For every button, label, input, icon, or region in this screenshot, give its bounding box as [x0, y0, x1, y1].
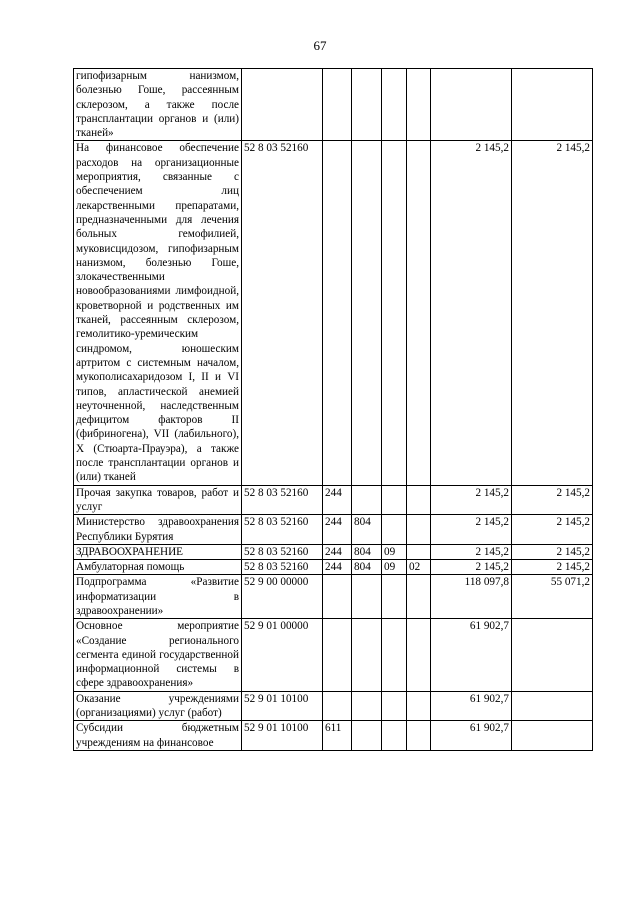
- cell-section: [382, 721, 407, 751]
- cell-admin-code: [352, 485, 382, 515]
- cell-sum-year1: 2 145,2: [431, 141, 512, 485]
- cell-sum-year1: 2 145,2: [431, 485, 512, 515]
- cell-expense-type: [323, 575, 352, 619]
- cell-subsection: [407, 544, 431, 559]
- cell-name: гипофизарным нанизмом, болезнью Гоше, рассеянным склерозом, а также после трансплантации органов и (или) тканей»: [74, 69, 242, 141]
- table-row: [74, 69, 593, 141]
- cell-sum-year1: 61 902,7: [431, 691, 512, 721]
- cell-target-article: 52 9 01 10100: [242, 721, 323, 751]
- cell-name: Прочая закупка товаров, работ и услуг: [74, 485, 242, 515]
- cell-sum-year2: 2 145,2: [512, 485, 593, 515]
- table-row: [74, 141, 593, 485]
- cell-subsection: [407, 141, 431, 485]
- cell-admin-code: [352, 141, 382, 485]
- table-row: [74, 575, 593, 619]
- cell-admin-code: [352, 575, 382, 619]
- cell-sum-year1: 2 145,2: [431, 544, 512, 559]
- cell-target-article: 52 8 03 52160: [242, 485, 323, 515]
- cell-target-article: 52 8 03 52160: [242, 141, 323, 485]
- cell-section: [382, 69, 407, 141]
- cell-expense-type: 611: [323, 721, 352, 751]
- cell-name: Подпрограмма «Развитие информатизации в здравоохранении»: [74, 575, 242, 619]
- cell-admin-code: [352, 69, 382, 141]
- cell-section: 09: [382, 560, 407, 575]
- budget-table: [73, 68, 593, 751]
- cell-section: [382, 619, 407, 691]
- table-row: [74, 485, 593, 515]
- cell-subsection: [407, 575, 431, 619]
- cell-target-article: 52 9 01 10100: [242, 691, 323, 721]
- cell-section: [382, 575, 407, 619]
- cell-expense-type: [323, 619, 352, 691]
- cell-admin-code: 804: [352, 515, 382, 545]
- table-body: [74, 69, 593, 751]
- cell-section: [382, 515, 407, 545]
- cell-target-article: 52 8 03 52160: [242, 560, 323, 575]
- table-row: [74, 619, 593, 691]
- cell-subsection: [407, 721, 431, 751]
- cell-target-article: 52 8 03 52160: [242, 544, 323, 559]
- cell-expense-type: [323, 141, 352, 485]
- cell-sum-year2: 2 145,2: [512, 141, 593, 485]
- cell-subsection: [407, 485, 431, 515]
- cell-name: Основное мероприятие «Создание регионального сегмента единой государственной информационной системы в сфере здравоохранения»: [74, 619, 242, 691]
- cell-sum-year2: [512, 721, 593, 751]
- cell-section: [382, 141, 407, 485]
- cell-sum-year2: [512, 691, 593, 721]
- cell-sum-year2: 55 071,2: [512, 575, 593, 619]
- cell-target-article: 52 8 03 52160: [242, 515, 323, 545]
- cell-name: Амбулаторная помощь: [74, 560, 242, 575]
- cell-sum-year2: [512, 619, 593, 691]
- cell-name: Министерство здравоохранения Республики Бурятия: [74, 515, 242, 545]
- table-row: [74, 691, 593, 721]
- cell-expense-type: 244: [323, 560, 352, 575]
- cell-sum-year2: 2 145,2: [512, 544, 593, 559]
- cell-sum-year2: [512, 69, 593, 141]
- cell-section: [382, 691, 407, 721]
- cell-section: [382, 485, 407, 515]
- cell-sum-year1: 2 145,2: [431, 515, 512, 545]
- cell-admin-code: [352, 691, 382, 721]
- cell-target-article: 52 9 01 00000: [242, 619, 323, 691]
- cell-section: 09: [382, 544, 407, 559]
- table-row: [74, 721, 593, 751]
- cell-admin-code: [352, 619, 382, 691]
- cell-sum-year2: 2 145,2: [512, 560, 593, 575]
- cell-name: Субсидии бюджетным учреждениям на финансовое: [74, 721, 242, 751]
- cell-target-article: 52 9 00 00000: [242, 575, 323, 619]
- page-number: 67: [313, 38, 327, 53]
- cell-subsection: [407, 619, 431, 691]
- table-row: [74, 515, 593, 545]
- cell-sum-year2: 2 145,2: [512, 515, 593, 545]
- table-row: [74, 560, 593, 575]
- cell-name: На финансовое обеспечение расходов на организационные мероприятия, связанные с обеспечением лиц лекарственными препаратами, предназначенными для лечения больных гемофилией, муковисцидозом, гипофизарным нанизмом, болезнью Гоше, злокачественными новообразованиями лимфоидной, кроветворной и родственных им тканей, рассеянным склерозом, гемолитико-уремическим синдромом, юношеским артритом с системным началом, мукополисахаридозом I, II и VI типов, апластической анемией неуточненной, наследственным дефицитом факторов II (фибриногена), VII (лабильного), X (Стюарта-Прауэра), а также после трансплантации органов и (или) тканей: [74, 141, 242, 485]
- cell-expense-type: [323, 69, 352, 141]
- cell-sum-year1: [431, 69, 512, 141]
- table-row: [74, 544, 593, 559]
- cell-admin-code: 804: [352, 560, 382, 575]
- cell-sum-year1: 61 902,7: [431, 619, 512, 691]
- cell-sum-year1: 2 145,2: [431, 560, 512, 575]
- cell-expense-type: 244: [323, 485, 352, 515]
- cell-name: ЗДРАВООХРАНЕНИЕ: [74, 544, 242, 559]
- cell-target-article: [242, 69, 323, 141]
- cell-subsection: [407, 69, 431, 141]
- cell-subsection: 02: [407, 560, 431, 575]
- cell-expense-type: 244: [323, 515, 352, 545]
- cell-sum-year1: 118 097,8: [431, 575, 512, 619]
- cell-expense-type: 244: [323, 544, 352, 559]
- cell-admin-code: 804: [352, 544, 382, 559]
- cell-name: Оказание учреждениями (организациями) услуг (работ): [74, 691, 242, 721]
- cell-expense-type: [323, 691, 352, 721]
- cell-sum-year1: 61 902,7: [431, 721, 512, 751]
- cell-subsection: [407, 515, 431, 545]
- cell-subsection: [407, 691, 431, 721]
- cell-admin-code: [352, 721, 382, 751]
